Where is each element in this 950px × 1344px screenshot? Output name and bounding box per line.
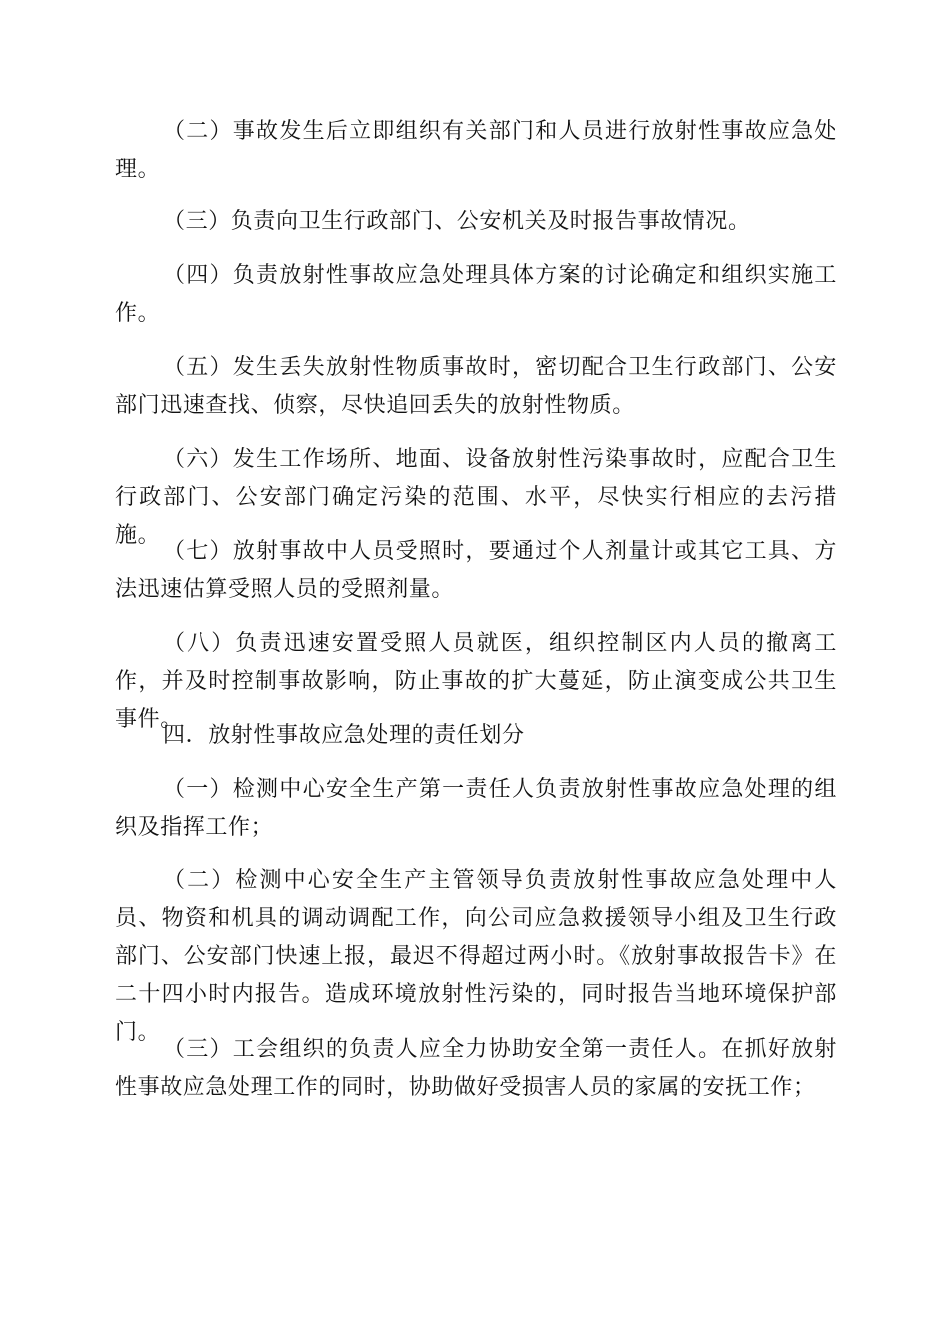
- paragraph-responsibility-3: （三）工会组织的负责人应全力协助安全第一责任人。在抓好放射性事故应急处理工作的同时，协助做好受损害人员的家属的安抚工作；: [115, 1037, 837, 1100]
- paragraph-5-lost-material: （五）发生丢失放射性物质事故时，密切配合卫生行政部门、公安部门迅速查找、侦察，尽快追回丢失的放射性物质。: [115, 355, 837, 418]
- paragraph-3-report-authorities: （三）负责向卫生行政部门、公安机关及时报告事故情况。: [163, 209, 751, 234]
- paragraph-4-plan-implementation: （四）负责放射性事故应急处理具体方案的讨论确定和组织实施工作。: [115, 263, 837, 326]
- paragraph-responsibility-2: （二）检测中心安全生产主管领导负责放射性事故应急处理中人员、物资和机具的调动调配工作，向公司应急救援领导小组及卫生行政部门、公安部门快速上报，最迟不得超过两小时。《放射事故报告卡》在二十四小时内报告。造成环境放射性污染的，同时报告当地环境保护部门。: [115, 868, 837, 1045]
- paragraph-6-contamination: （六）发生工作场所、地面、设备放射性污染事故时，应配合卫生行政部门、公安部门确定污染的范围、水平，尽快实行相应的去污措施。: [115, 447, 837, 548]
- paragraph-7-dose-estimation: （七）放射事故中人员受照时，要通过个人剂量计或其它工具、方法迅速估算受照人员的受照剂量。: [115, 539, 837, 602]
- paragraph-responsibility-1: （一）检测中心安全生产第一责任人负责放射性事故应急处理的组织及指挥工作；: [115, 777, 837, 840]
- section-heading-4: 四．放射性事故应急处理的责任划分: [163, 723, 525, 748]
- paragraph-8-medical-evacuation: （八）负责迅速安置受照人员就医，组织控制区内人员的撤离工作，并及时控制事故影响，防止事故的扩大蔓延，防止演变成公共卫生事件。: [115, 631, 837, 732]
- paragraph-2-emergency-handling: （二）事故发生后立即组织有关部门和人员进行放射性事故应急处理。: [115, 119, 837, 182]
